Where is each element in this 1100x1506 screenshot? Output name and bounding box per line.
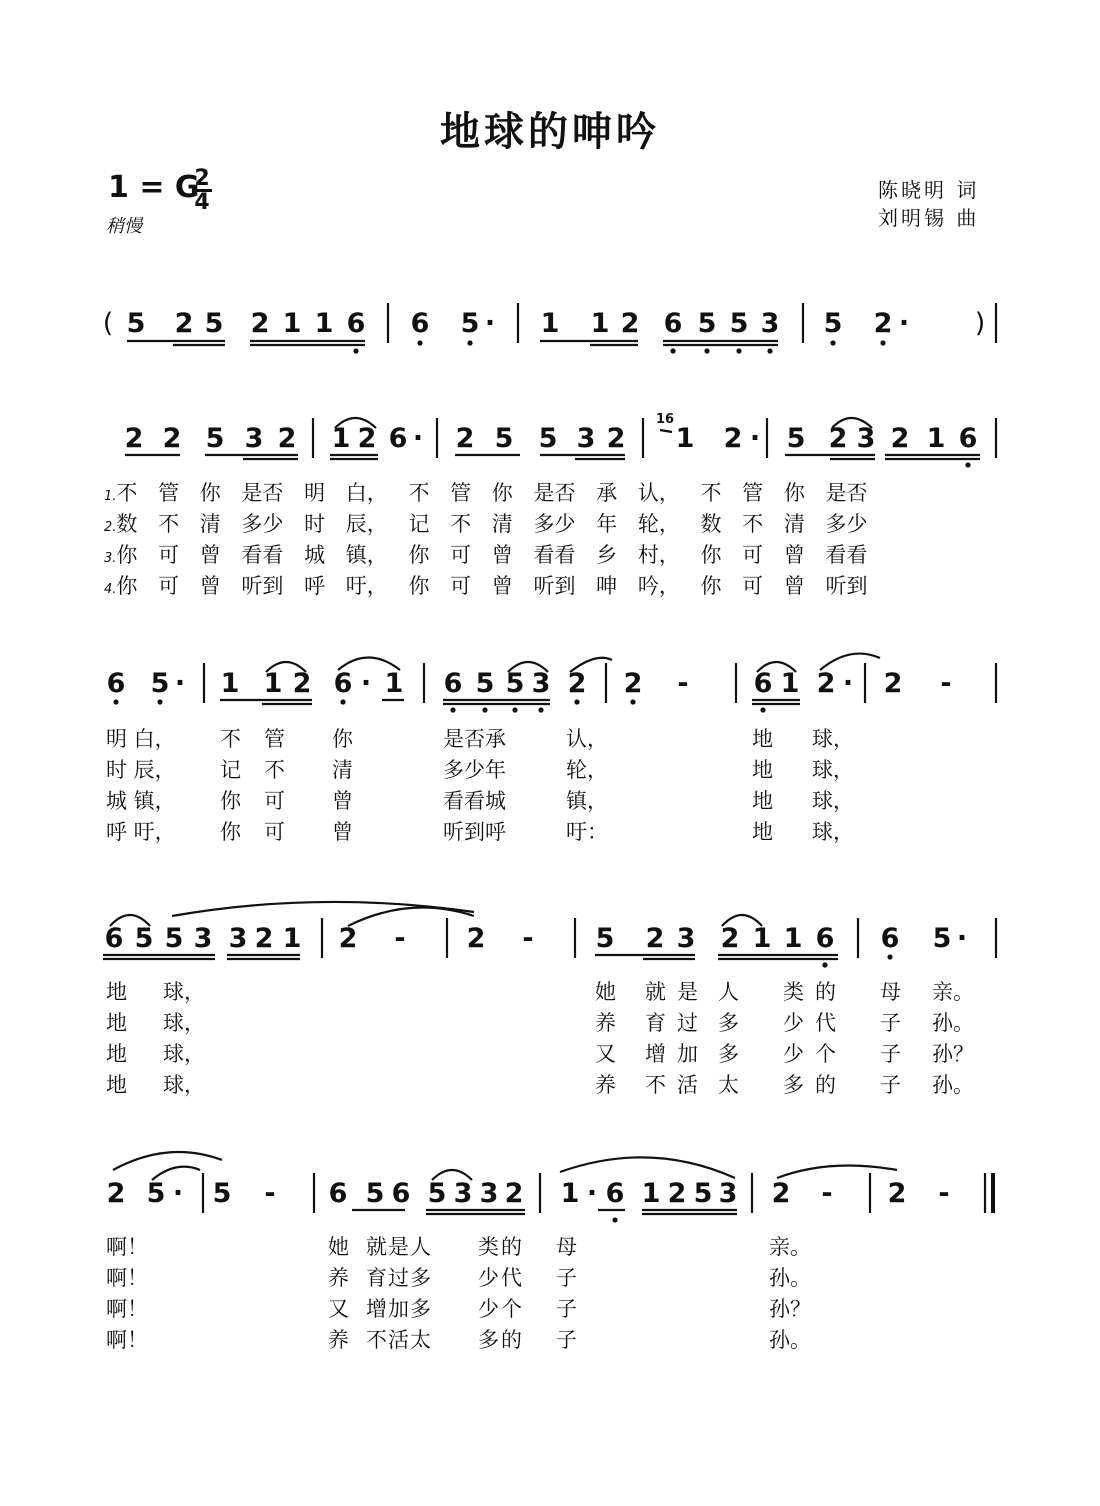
note: 1 (314, 308, 334, 339)
note: 3 (856, 423, 876, 454)
dash: - (938, 1178, 950, 1209)
dash: - (677, 668, 689, 699)
lyric-word: 城 镇， (106, 789, 176, 813)
note: 2 (338, 923, 358, 954)
note: 2 (771, 1178, 791, 1209)
note: 2 (250, 308, 270, 339)
note: 2 (828, 423, 848, 454)
lyric-word: 地 (752, 789, 773, 813)
note: 2 (623, 668, 643, 699)
lyric-text: 不 管 你 是否 明 白， 不 管 你 是否 承 认， 不 管 你 是否 (116, 481, 868, 505)
lyric-word: 养 (328, 1266, 349, 1290)
lyric-word: 球， (812, 789, 854, 813)
lyric-word: 啊！ (106, 1266, 148, 1290)
note: 6 (104, 923, 124, 954)
note: 2 (883, 668, 903, 699)
lyric-word: 镇， (566, 789, 608, 813)
note: 5 (538, 423, 558, 454)
note: 2 (606, 423, 626, 454)
lyric-word: 可 (264, 820, 285, 844)
lyric-word: 地 (752, 820, 773, 844)
note: 3 (193, 923, 213, 954)
lyric-word: 你 (332, 727, 353, 751)
lyric-word: 少个 (478, 1297, 524, 1321)
note: 2 (466, 923, 486, 954)
note: 2 (667, 1178, 687, 1209)
lyric-word: 子 (880, 1073, 901, 1097)
dash: - (522, 923, 534, 954)
lyric-word: 可 (264, 789, 285, 813)
lyric-word: 多少年 (443, 758, 506, 782)
note: 1 (540, 308, 560, 339)
note: 6 (880, 923, 900, 954)
note: 6 (605, 1178, 625, 1209)
note: 5 (505, 668, 525, 699)
measure-number: 16 (656, 412, 675, 427)
lyric-word: 子 (880, 1042, 901, 1066)
lyric-word: 少 (783, 1011, 804, 1035)
note: 6 (106, 668, 126, 699)
note: 6 (410, 308, 430, 339)
lyric-word: 子 (556, 1266, 577, 1290)
note: 5 (786, 423, 806, 454)
note: 6 (753, 668, 773, 699)
note: 5 (126, 308, 146, 339)
verse-number: 3. (104, 551, 117, 566)
lyric-word: 的 (815, 980, 836, 1004)
note: 1 (641, 1178, 661, 1209)
note: 5 (427, 1178, 447, 1209)
note: 5 (823, 308, 843, 339)
lyric-word: 亲。 (932, 980, 974, 1004)
lyric-word: 清 (332, 758, 353, 782)
note: 1 (282, 308, 302, 339)
verse-number: 1. (104, 489, 117, 504)
lyric-word: 吁： (566, 820, 608, 844)
note: 1 (752, 923, 772, 954)
note: 2 (890, 423, 910, 454)
lyric-word: 她 (328, 1235, 349, 1259)
lyric-word: 孙？ (769, 1297, 811, 1321)
lyric-word: 的 (815, 1073, 836, 1097)
lyric-word: 母 (880, 980, 901, 1004)
lyric-word: 增 (645, 1042, 666, 1066)
note: 3 (576, 423, 596, 454)
lyric-word: 就是人 (366, 1235, 432, 1259)
lyric-word: 加 (677, 1042, 698, 1066)
lyric-word: 不 (220, 727, 241, 751)
lyric-word: 类 (783, 980, 804, 1004)
note: 2 (645, 923, 665, 954)
composer-credit: 刘明锡 曲 (878, 206, 980, 230)
dash: - (940, 668, 952, 699)
note: 5 (697, 308, 717, 339)
note: 5 (164, 923, 184, 954)
note: 5 (205, 423, 225, 454)
note: 2 (162, 423, 182, 454)
lyric-word: 球， (163, 1073, 205, 1097)
lyric-word: 育过多 (366, 1266, 432, 1290)
note: 2 (455, 423, 475, 454)
lyric-word: 少代 (478, 1266, 524, 1290)
dash: - (264, 1178, 276, 1209)
lyric-word: 多的 (478, 1328, 524, 1352)
key-signature: 1 = G (108, 170, 200, 205)
lyric-word: 人 (718, 980, 739, 1004)
lyric-word: 养 (595, 1011, 616, 1035)
lyric-word: 就 (645, 980, 666, 1004)
note: 6 (958, 423, 978, 454)
note: 6 (346, 308, 366, 339)
note: 2 (816, 668, 836, 699)
note: 3 (228, 923, 248, 954)
note: 5 (460, 308, 480, 339)
note: 2 (357, 423, 377, 454)
note: 6 (443, 668, 463, 699)
note: 2 (567, 668, 587, 699)
dot: · (360, 668, 372, 699)
note: 5 (494, 423, 514, 454)
lyric-word: 代 (815, 1011, 836, 1035)
note: 3 (531, 668, 551, 699)
note: 3 (676, 923, 696, 954)
note: 1 (282, 923, 302, 954)
lyric-word: 子 (556, 1297, 577, 1321)
note: 3 (718, 1178, 738, 1209)
note: 5 (146, 1178, 166, 1209)
lyric-word: 她 (595, 980, 616, 1004)
close-paren: ) (974, 308, 986, 339)
lyric-word: 球， (812, 820, 854, 844)
note: 2 (292, 668, 312, 699)
lyric-word: 轮， (566, 758, 608, 782)
note: 1 (590, 308, 610, 339)
note: 1 (783, 923, 803, 954)
note: 5 (595, 923, 615, 954)
note: 2 (106, 1178, 126, 1209)
note: 6 (388, 423, 408, 454)
lyric-word: 不 (264, 758, 285, 782)
lyric-word: 养 (328, 1328, 349, 1352)
note: 1 (926, 423, 946, 454)
note: 3 (453, 1178, 473, 1209)
note: 2 (887, 1178, 907, 1209)
dot: · (842, 668, 854, 699)
dot: · (898, 308, 910, 339)
lyric-word: 地 (752, 758, 773, 782)
lyric-word: 啊！ (106, 1235, 148, 1259)
note: 6 (333, 668, 353, 699)
lyric-word: 太 (718, 1073, 739, 1097)
note: 2 (277, 423, 297, 454)
dot: · (412, 423, 424, 454)
lyric-word: 啊！ (106, 1328, 148, 1352)
note: 3 (479, 1178, 499, 1209)
note: 2 (174, 308, 194, 339)
note: 2 (504, 1178, 524, 1209)
note: 5 (932, 923, 952, 954)
dot: · (749, 423, 761, 454)
lyric-word: 过 (677, 1011, 698, 1035)
dot: · (172, 1178, 184, 1209)
note: 6 (391, 1178, 411, 1209)
tempo-marking: 稍慢 (106, 216, 142, 237)
lyric-word: 养 (595, 1073, 616, 1097)
lyric-word: 孙。 (769, 1328, 811, 1352)
lyric-word: 亲。 (769, 1235, 811, 1259)
page-title: 地球的呻吟 (440, 109, 660, 155)
lyric-word: 球， (163, 980, 205, 1004)
note: 5 (134, 923, 154, 954)
note: 2 (723, 423, 743, 454)
lyric-word: 呼 吁， (106, 820, 176, 844)
note: 1 (675, 423, 695, 454)
verse-number: 2. (104, 520, 117, 535)
dot: · (956, 923, 968, 954)
note: 6 (815, 923, 835, 954)
time-numerator: 2 (194, 166, 210, 191)
lyric-word: 多 (718, 1011, 739, 1035)
verse-number: 4. (104, 582, 117, 597)
lyric-word: 管 (264, 727, 285, 751)
lyric-word: 地 (106, 1073, 127, 1097)
lyric-word: 子 (556, 1328, 577, 1352)
note: 2 (254, 923, 274, 954)
note: 1 (220, 668, 240, 699)
lyric-word: 孙。 (932, 1011, 974, 1035)
note: 5 (475, 668, 495, 699)
lyric-word: 啊！ (106, 1297, 148, 1321)
lyric-word: 认， (566, 727, 608, 751)
lyric-word: 育 (645, 1011, 666, 1035)
lyric-word: 球， (163, 1011, 205, 1035)
lyric-text: 你 可 曾 听到 呼 吁， 你 可 曾 听到 呻 吟， 你 可 曾 听到 (116, 574, 868, 598)
lyric-word: 球， (812, 758, 854, 782)
lyric-word: 孙。 (769, 1266, 811, 1290)
lyric-word: 曾 (332, 789, 353, 813)
note: 5 (729, 308, 749, 339)
lyric-word: 你 (220, 789, 241, 813)
lyric-word: 个 (815, 1042, 836, 1066)
note: 1 (560, 1178, 580, 1209)
lyric-word: 孙。 (932, 1073, 974, 1097)
lyric-word: 多 (783, 1073, 804, 1097)
note: 6 (328, 1178, 348, 1209)
note: 2 (124, 423, 144, 454)
note: 2 (620, 308, 640, 339)
note: 5 (693, 1178, 713, 1209)
lyric-word: 地 (752, 727, 773, 751)
lyric-word: 多 (718, 1042, 739, 1066)
dash: - (394, 923, 406, 954)
lyric-word: 是 (677, 980, 698, 1004)
open-paren: ( (102, 308, 114, 339)
lyric-word: 又 (328, 1297, 349, 1321)
lyric-word: 活 (677, 1073, 698, 1097)
time-denominator: 4 (194, 190, 210, 215)
lyric-word: 球， (812, 727, 854, 751)
lyric-text: 你 可 曾 看看 城 镇， 你 可 曾 看看 乡 村， 你 可 曾 看看 (116, 543, 868, 567)
lyric-word: 类的 (478, 1235, 524, 1259)
note: 2 (720, 923, 740, 954)
note: 1 (780, 668, 800, 699)
note: 1 (263, 668, 283, 699)
dot: · (484, 308, 496, 339)
lyric-word: 球， (163, 1042, 205, 1066)
lyric-word: 地 (106, 980, 127, 1004)
note: 5 (365, 1178, 385, 1209)
note: 3 (244, 423, 264, 454)
lyric-word: 不 (645, 1073, 666, 1097)
lyric-word: 看看城 (443, 789, 506, 813)
note: 5 (204, 308, 224, 339)
lyric-word: 子 (880, 1011, 901, 1035)
lyricist-credit: 陈晓明 词 (878, 178, 980, 202)
dot: · (586, 1178, 598, 1209)
note: 1 (384, 668, 404, 699)
lyric-word: 地 (106, 1011, 127, 1035)
lyric-word: 母 (556, 1235, 577, 1259)
lyric-word: 曾 (332, 820, 353, 844)
note: 1 (331, 423, 351, 454)
note: 3 (760, 308, 780, 339)
lyric-word: 你 (220, 820, 241, 844)
note: 5 (212, 1178, 232, 1209)
lyric-word: 明 白， (106, 727, 176, 751)
lyric-word: 增加多 (366, 1297, 432, 1321)
note: 6 (663, 308, 683, 339)
note: 5 (150, 668, 170, 699)
lyric-word: 记 (220, 758, 241, 782)
lyric-word: 孙？ (932, 1042, 974, 1066)
lyric-word: 又 (595, 1042, 616, 1066)
dash: - (821, 1178, 833, 1209)
dot: · (174, 668, 186, 699)
lyric-word: 时 辰， (106, 758, 176, 782)
lyric-word: 少 (783, 1042, 804, 1066)
lyric-word: 是否承 (443, 727, 506, 751)
lyric-word: 地 (106, 1042, 127, 1066)
lyric-word: 不活太 (366, 1328, 432, 1352)
lyric-text: 数 不 清 多少 时 辰， 记 不 清 多少 年 轮， 数 不 清 多少 (116, 512, 868, 536)
lyric-word: 听到呼 (443, 820, 506, 844)
note: 2 (873, 308, 893, 339)
